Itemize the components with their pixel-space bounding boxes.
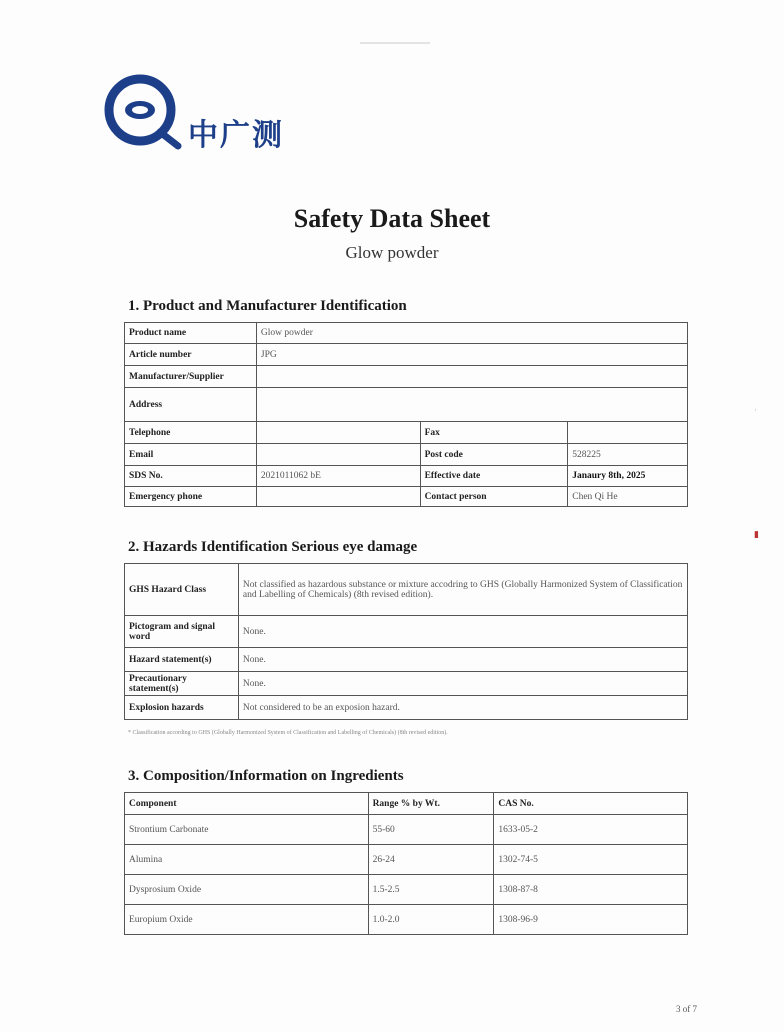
product-name-label: Product name [125,323,257,344]
company-logo [100,70,320,160]
address-value [256,388,687,422]
component-cell: Strontium Carbonate [125,815,369,845]
page-number: 3 of 7 [676,1004,697,1014]
email-value [256,444,420,466]
sds-label: SDS No. [125,466,257,487]
hazard-row-value: None. [238,648,687,672]
hazard-row-label: Hazard statement(s) [125,648,239,672]
fax-value [568,422,688,444]
table-row [125,696,688,720]
table-row [125,388,688,422]
product-name-value: Glow powder [256,323,687,344]
column-header: Range % by Wt. [368,793,494,815]
hazard-row-value: Not classified as hazardous substance or mixture accodring to GHS (Globally Harmonized System of Classification and Labelling of Chemicals) (8th revised edition). [238,564,687,616]
table-row [125,815,688,845]
table-row [125,487,688,507]
table-row [125,672,688,696]
cas-cell: 1633-05-2 [494,815,688,845]
classification-footnote: * Classification according to GHS (Globally Harmonized System of Classification and Labelling of Chemicals) (8th revised edition). [128,730,448,736]
logo-text: 中广测 [188,118,284,153]
component-cell: Europium Oxide [125,905,369,935]
document-title: Safety Data Sheet [293,204,491,233]
range-cell: 26-24 [368,845,494,875]
table-row [125,366,688,388]
table-row [125,875,688,905]
column-header: CAS No. [494,793,688,815]
email-label: Email [125,444,257,466]
telephone-value [256,422,420,444]
effective-date-label: Effective date [420,466,568,487]
cas-cell: 1308-87-8 [494,875,688,905]
scan-artifact [360,42,430,44]
contact-person-label: Contact person [420,487,568,507]
emergency-phone-value [256,487,420,507]
section-3-heading: 3. Composition/Information on Ingredients [128,768,404,784]
fax-label: Fax [420,422,568,444]
column-header: Component [125,793,369,815]
logo-ring-icon [100,70,190,160]
table-header-row [125,793,688,815]
hazard-row-label: Precautionary statement(s) [125,672,239,696]
margin-mark: · [754,406,757,416]
table-row [125,648,688,672]
table-row [125,616,688,648]
table-row [125,905,688,935]
table-row [125,466,688,487]
manufacturer-value [256,366,687,388]
postcode-value: 528225 [568,444,688,466]
margin-mark: ▮ [754,530,759,540]
article-number-value: JPG [256,344,687,366]
effective-date-value: Janaury 8th, 2025 [568,466,688,487]
table-row [125,323,688,344]
component-cell: Dysprosium Oxide [125,875,369,905]
section-1-heading: 1. Product and Manufacturer Identification [128,298,407,314]
cas-cell: 1302-74-5 [494,845,688,875]
hazard-row-value: None. [238,616,687,648]
identification-table [124,322,688,507]
table-row [125,564,688,616]
table-row [125,422,688,444]
document-subtitle: Glow powder [345,243,439,262]
contact-person-value: Chen Qi He [568,487,688,507]
postcode-label: Post code [420,444,568,466]
hazard-row-label: GHS Hazard Class [125,564,239,616]
hazard-row-value: Not considered to be an exposion hazard. [238,696,687,720]
address-label: Address [125,388,257,422]
telephone-label: Telephone [125,422,257,444]
table-row [125,845,688,875]
range-cell: 1.0-2.0 [368,905,494,935]
component-cell: Alumina [125,845,369,875]
article-number-label: Article number [125,344,257,366]
manufacturer-label: Manufacturer/Supplier [125,366,257,388]
sds-value: 2021011062 bE [256,466,420,487]
range-cell: 55-60 [368,815,494,845]
table-row [125,444,688,466]
composition-table [124,792,688,935]
table-row [125,344,688,366]
hazard-row-label: Explosion hazards [125,696,239,720]
hazard-row-label: Pictogram and signal word [125,616,239,648]
emergency-phone-label: Emergency phone [125,487,257,507]
section-2-heading: 2. Hazards Identification Serious eye damage [128,539,418,555]
hazard-row-value: None. [238,672,687,696]
hazards-table [124,563,688,720]
range-cell: 1.5-2.5 [368,875,494,905]
cas-cell: 1308-96-9 [494,905,688,935]
